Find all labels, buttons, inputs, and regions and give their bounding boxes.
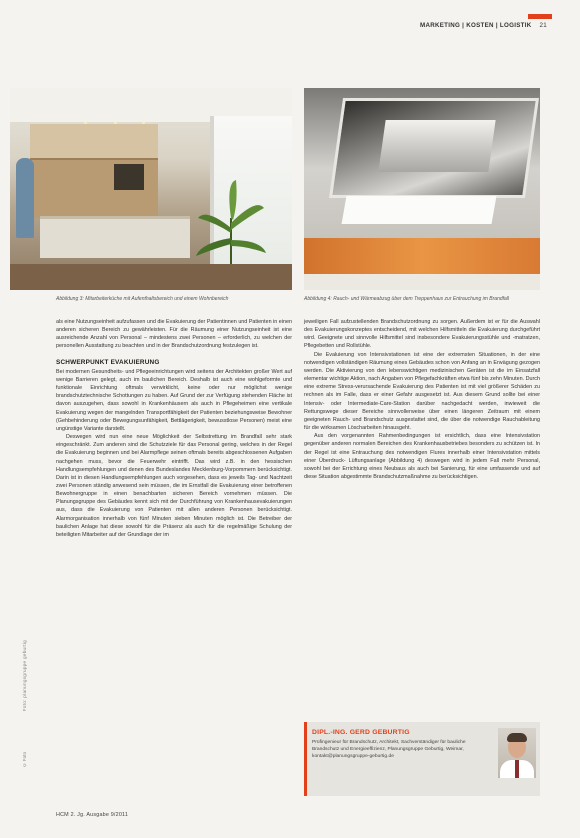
- section-header: [420, 22, 547, 29]
- page-number: 21: [539, 22, 547, 29]
- kitchen-photo: [10, 88, 292, 290]
- paragraph: Deswegen wird nun eine neue Möglichkeit der Selbstrettung im Brandfall sehr stark eingeschränkt. Zum anderen sind die Schutzziele für das Personal gering, welches in der Regel die Evakuierung beginnen und bei Alarmpflege seinen oftmals bereits abgeschlossenen Aufgaben nachgehen muss, bevor die Feuerwehr eintrifft. Das wird z.B. in den hessischen Handlungsempfehlungen und denen des Bundeslandes Mecklenburg-Vorpommern berücksichtigt. Darin ist in diesen Handlungsempfehlungen auch vorgesehen, dass es jeweils Tag- und Nachtzeit zwei Personen ständig anwesend sein müssen, die im Ernstfall die Evakuierung einer betroffenen Bewohnergruppe in einen benachbarten sicheren Bereich vornehmen müssen. Die Planungsgruppe des Gebäudes kennt sich mit der Durchführung von Krankenhausevakuierungen aus, dass die Evakuierung von Patienten mit allen anderen Personen berücksichtigt. Alarmorganisation innerhalb von fünf Minuten sieben Minuten möglich ist. Die Betreiber der baulichen Anlage hat diese sowohl für die Präsenz als auch für die regelmäßige Schulung der beteiligten Mitarbeiter auf der Grundlage der im: [56, 434, 292, 538]
- photo-credit-2: © Foto: [22, 752, 27, 768]
- paragraph: Aus den vorgenannten Rahmenbedingungen ist ersichtlich, dass eine Intensivstation gegenüber anderen normalen Bereichen des Krankenhausbetriebes besonders zu schützen ist. In der Regel ist eine Entrauchung des notwendigen Flures innerhalb einer Intensivstation mittels einer Überdruck- Lüftungsanlage (Abbildung 4) deswegen wird in jedem Fall mehr Personal, sowohl bei der Errichtung eines Neubaus als auch bei Sanierung, für eine umfassende und auf diese Situation abgestimmte Brandschutzmaßnahme zu berücksichtigen.: [304, 433, 540, 480]
- bio-accent-bar: [304, 722, 307, 796]
- author-name: DIPL.-ING. GERD GEBURTIG: [312, 729, 410, 736]
- ceiling-opening-photo: [304, 88, 540, 290]
- paragraph: Die Evaluierung von Intensivstationen ist eine der extremsten Situationen, in der eine notwendigen vollständigen Räumung eines Gebäudes schon von Anfang an in Erwägung gezogen werden. Die Aktivierung von den lebenswichtigen medizinischen Geräten ist die im Einsatzfall elementar wichtige Aktion, nach Angaben von Pflegefachkräften etwa fünf bis zehn Minuten. Durch eine extreme Stress-verursachende Evakuierung des Patienten ist mit viel größerer Schäden zu rechnen als im Falle, dass er einer Gefahr ausgesetzt ist. Aus diesem Grund sollte bei einer Intensiv- oder Intermediate-Care-Station darüber nachgedacht werden, inwieweit die Rettungswege dieser Bereiche sinnvollerweise über einen längeren Zeitraum mit einem geeigneten Rauch- und Brandschutz ausgestattet sind, die über die notwendige Rauchableitung für die wirksamen Löscharbeiten hinausgeht.: [304, 351, 540, 432]
- page-footer: HCM 2. Jg. Ausgabe 9/2011: [56, 812, 129, 818]
- paragraph: jeweiligen Fall aufzustellenden Brandschutzordnung zu sorgen. Außerdem ist er für die Auswahl des Evakuierungskonzeptes entscheidend, mit welchen Hilfsmitteln die Evakuierung durchgeführt wird. Geeignete und sinnvolle Hilfsmittel sind insbesondere Evakuierungsstühle und -matratzen, Pflegebetten und Rollstühle.: [304, 319, 540, 350]
- header-accent-bar: [528, 14, 552, 19]
- section-label: MARKETING | KOSTEN | LOGISTIK: [420, 22, 532, 29]
- caption-figure-4: Abbildung 4: Rauch- und Wärmeabzug über dem Treppenhaus zur Entrauchung im Brandfall: [304, 296, 510, 302]
- photo-credit: Foto: planungsgruppe geburtig: [22, 640, 27, 712]
- article-column-left: [56, 318, 292, 539]
- paragraph: als eine Nutzungseinheit aufzufassen und die Evakuierung der Patientinnen und Patienten in einen anderen sicheren Bereich zu gewährleisten. Für die Räumung einer Nutzungseinheit ist eine ausreichende Anzahl von Personal – mindestens zwei Personen – erforderlich, zu welchen der personellen Ausstattung zu beachten und in der Brandschutzordnung festzulegen ist.: [56, 319, 292, 350]
- author-bio-box: [304, 722, 540, 796]
- section-heading: SCHWERPUNKT EVAKUIERUNG: [56, 358, 160, 366]
- article-column-right: [304, 318, 540, 481]
- plant-graphic: [196, 178, 266, 278]
- paragraph: Bei modernen Gesundheits- und Pflegeeinrichtungen wird seitens der Architekten großer Wert auf wenige Barrieren gelegt, auch im baulichen Bereich. Deshalb ist auch eine wohlgeformte und funktionale Einrichtung oftmals verwirklicht, keine oder nur möglichst wenige brandschutztechnische Schottungen zu haben. Auf Grund der zur Verfügung stehenden Fläche ist davon auszugehen, dass sowohl in Krankenhäusern als auch in Pflegeheimen eine vertikale Evakuierung wegen der mangelnden Transportfähigkeit der Patienten beziehungsweise Bewohner (Gehbehinderung oder Bewegungsunfähigkeit, Bettlägerigkeit, bewusstlose Personen) meist eine ungünstige Variante darstellt.: [56, 368, 292, 432]
- author-portrait: [498, 728, 536, 778]
- caption-figure-3: Abbildung 3: Mitarbeiterküche mit Aufenthaltsbereich und einem Wohnbereich: [56, 296, 229, 302]
- author-description: Prüfingenieur für Brandschutz, Architekt, Sachverständiger für bauliche Brandschutz und Energieeffizienz, Planungsgruppe Geburtig, Weimar, kontakt@planungsgruppe-geburtig.de: [312, 740, 466, 759]
